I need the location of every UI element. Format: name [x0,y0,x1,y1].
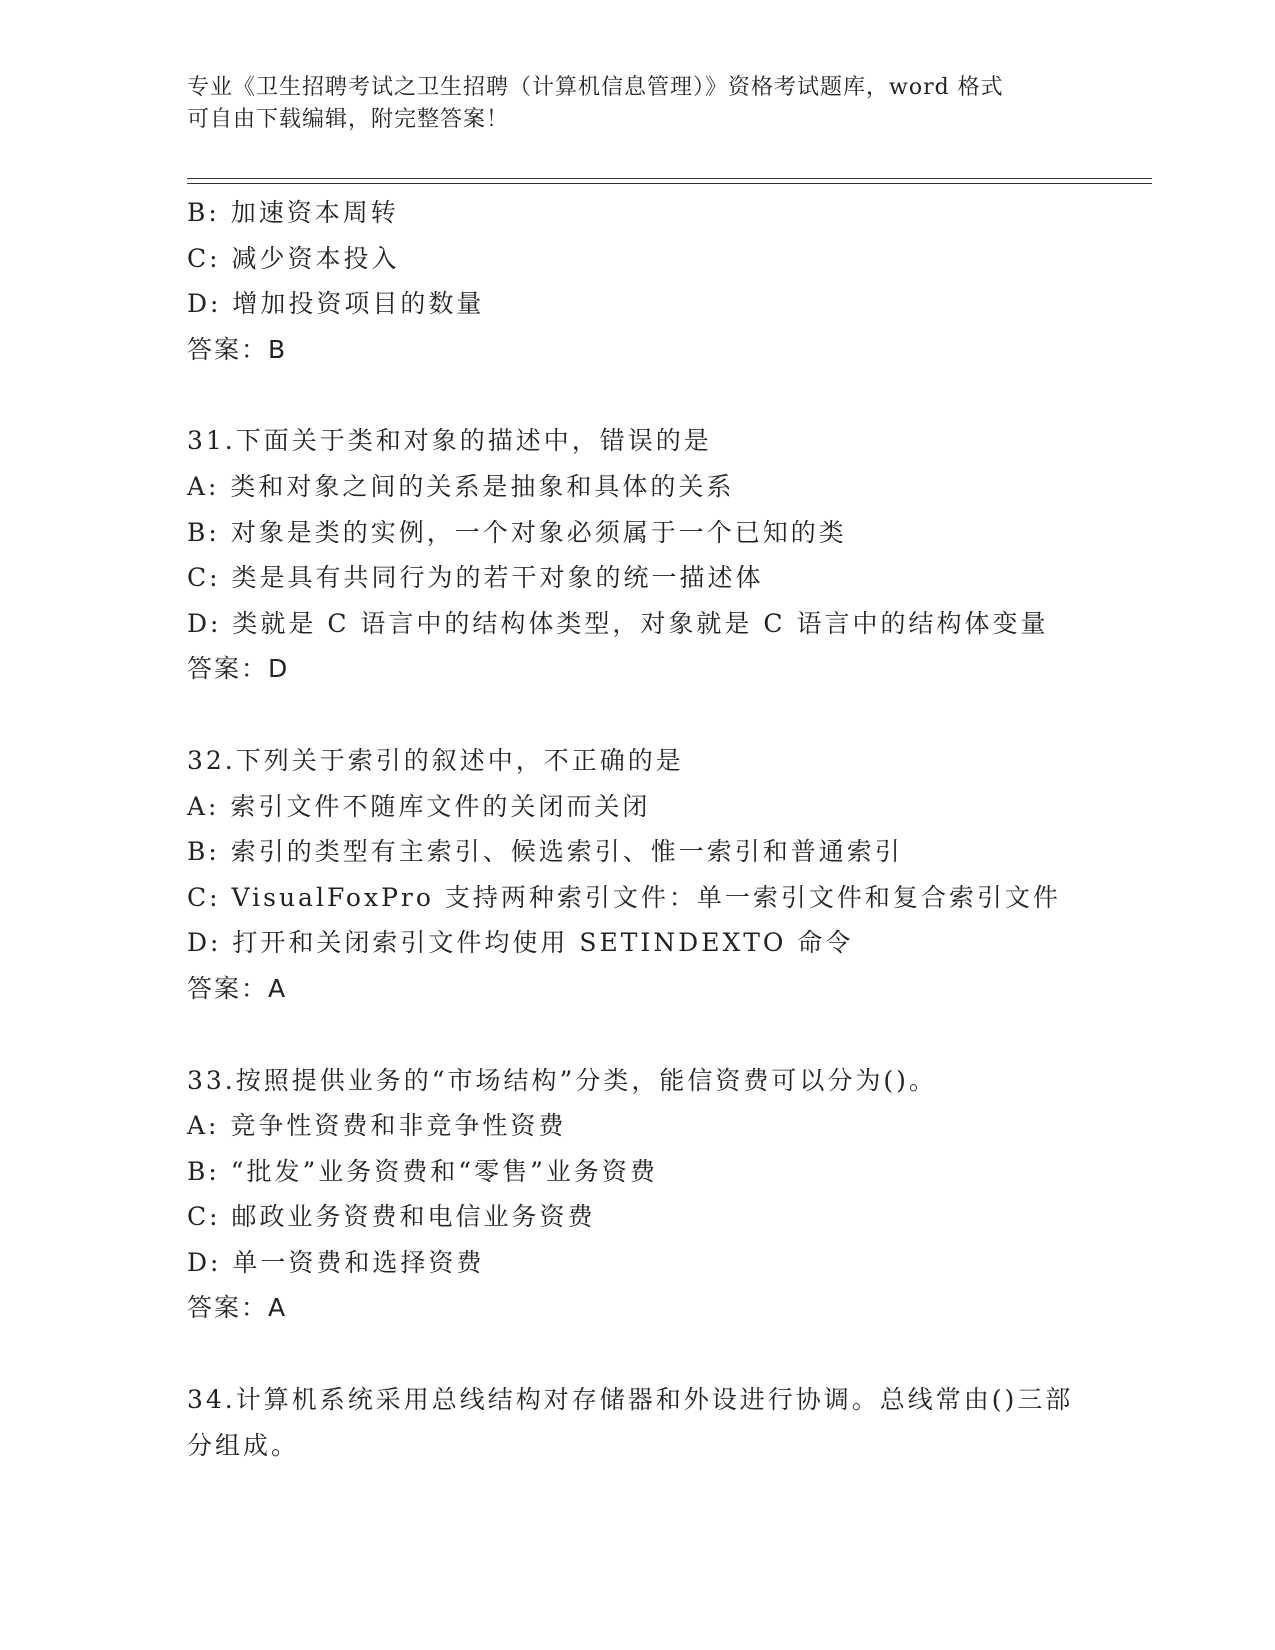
option-d: D: 打开和关闭索引文件均使用 SETINDEXTO 命令 [187,928,854,958]
answer-line: 答案：A [187,973,288,1003]
option-d: D: 增加投资项目的数量 [187,289,485,319]
header-divider-bottom [187,183,1152,184]
question-stem: 32.下列关于索引的叙述中，不正确的是 [187,745,684,775]
option-b: B: “批发”业务资费和“零售”业务资费 [187,1156,658,1186]
option-a: A: 类和对象之间的关系是抽象和具体的关系 [187,471,735,501]
option-a: A: 竞争性资费和非竞争性资费 [187,1111,567,1141]
header-line-2: 可自由下载编辑，附完整答案！ [187,107,510,132]
option-d: D: 类就是 C 语言中的结构体类型，对象就是 C 语言中的结构体变量 [187,608,1049,638]
question-31 [187,418,1147,692]
question-33 [187,1058,1147,1332]
answer-line: 答案：D [187,654,290,684]
option-d: D: 单一资费和选择资费 [187,1247,485,1277]
header-line-1: 专业《卫生招聘考试之卫生招聘（计算机信息管理）》资格考试题库，word 格式 [187,75,1004,100]
option-b: B: 对象是类的实例，一个对象必须属于一个已知的类 [187,517,847,547]
answer-line: 答案：B [187,334,288,364]
question-stem: 34.计算机系统采用总线结构对存储器和外设进行协调。总线常由()三部分组成。 [187,1385,1074,1460]
option-c: C: 类是具有共同行为的若干对象的统一描述体 [187,563,764,593]
question-list [187,190,1147,1468]
option-c: C: VisualFoxPro 支持两种索引文件：单一索引文件和复合索引文件 [187,882,1061,912]
question-stem: 31.下面关于类和对象的描述中，错误的是 [187,426,712,456]
option-b: B: 索引的类型有主索引、候选索引、惟一索引和普通索引 [187,837,903,867]
option-b: B: 加速资本周转 [187,198,399,227]
question-32 [187,738,1147,1012]
question-34 [187,1377,1147,1468]
answer-line: 答案：A [187,1293,288,1323]
option-c: C: 邮政业务资费和电信业务资费 [187,1202,596,1232]
document-header [187,72,1087,136]
option-c: C: 减少资本投入 [187,243,400,273]
option-a: A: 索引文件不随库文件的关闭而关闭 [187,791,651,821]
header-divider-top [187,178,1152,179]
partial-question [187,190,1147,372]
question-stem: 33.按照提供业务的“市场结构”分类，能信资费可以分为()。 [187,1065,937,1095]
